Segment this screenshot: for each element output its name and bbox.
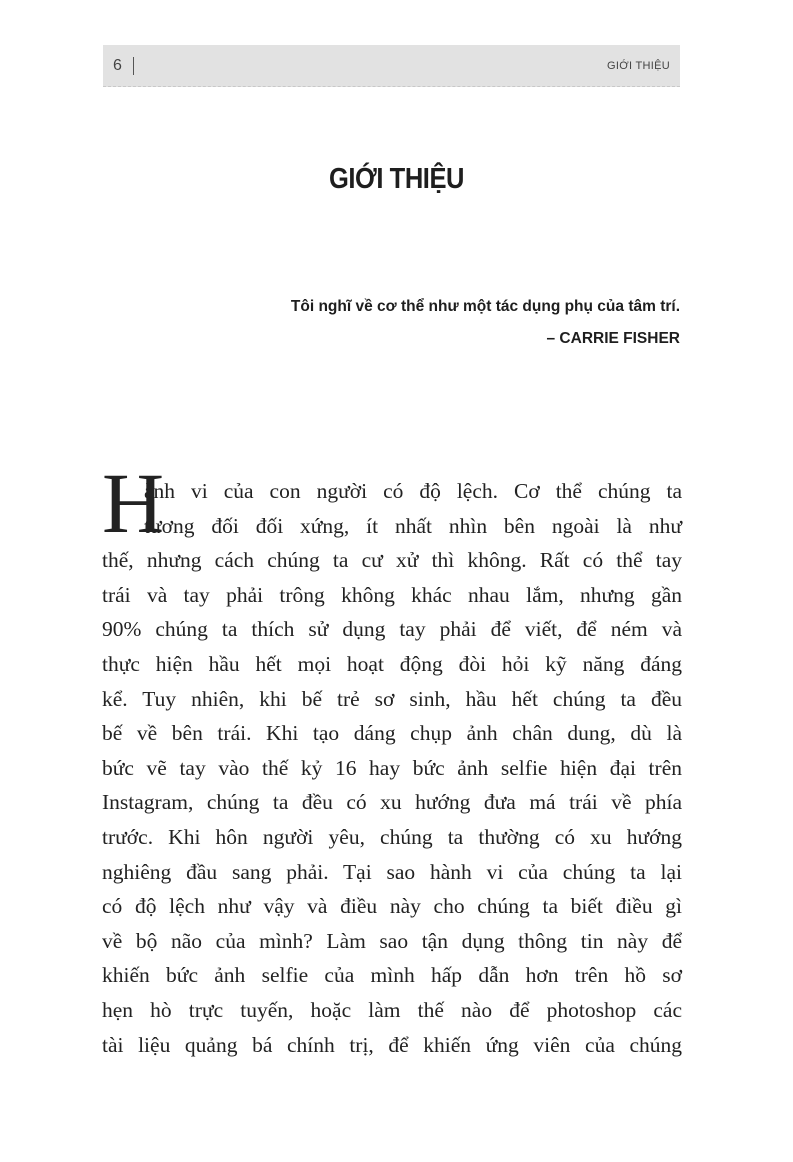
body-line: về bộ não của mình? Làm sao tận dụng thông tin này để: [102, 928, 682, 953]
drop-cap: H: [102, 455, 165, 551]
chapter-title: GIỚI THIỆU: [328, 163, 465, 195]
body-line: thực hiện hầu hết mọi hoạt động đòi hỏi kỹ năng đáng: [102, 651, 682, 676]
body-line: tương đối đối xứng, ít nhất nhìn bên ngoài là như: [144, 513, 682, 538]
body-line: trái và tay phải trông không khác nhau lắm, nhưng gần: [102, 582, 682, 607]
body-line: tài liệu quảng bá chính trị, để khiến ứng viên của chúng: [102, 1032, 682, 1057]
body-line: nghiêng đầu sang phải. Tại sao hành vi của chúng ta lại: [102, 859, 682, 884]
page-number: 6: [113, 57, 122, 74]
body-line: khiến bức ảnh selfie của mình hấp dẫn hơn trên hồ sơ: [102, 963, 682, 988]
body-line: bế về bên trái. Khi tạo dáng chụp ảnh chân dung, dù là: [102, 721, 682, 746]
epigraph: [291, 291, 680, 355]
body-line: ành vi của con người có độ lệch. Cơ thể chúng ta: [144, 479, 682, 503]
body-line: Instagram, chúng ta đều có xu hướng đưa má trái về phía: [102, 790, 682, 815]
body-line: thế, nhưng cách chúng ta cư xử thì không. Rất có thể tay: [102, 548, 682, 573]
epigraph-author: – CARRIE FISHER: [546, 330, 680, 347]
running-header: [103, 45, 680, 87]
epigraph-quote: Tôi nghĩ về cơ thể như một tác dụng phụ của tâm trí.: [290, 298, 680, 315]
running-title: GIỚI THIỆU: [607, 60, 670, 72]
body-line: bức vẽ tay vào thế kỷ 16 hay bức ảnh selfie hiện đại trên: [102, 755, 682, 780]
body-paragraph: [102, 474, 682, 1062]
body-line: có độ lệch như vậy và điều này cho chúng ta biết điều gì: [102, 894, 682, 919]
body-line: trước. Khi hôn người yêu, chúng ta thường có xu hướng: [102, 824, 682, 849]
body-line: kể. Tuy nhiên, khi bế trẻ sơ sinh, hầu hết chúng ta đều: [102, 686, 682, 711]
header-divider: [133, 57, 134, 75]
body-line: hẹn hò trực tuyến, hoặc làm thế nào để photoshop các: [102, 997, 682, 1022]
body-line: 90% chúng ta thích sử dụng tay phải để viết, để ném và: [102, 617, 682, 642]
